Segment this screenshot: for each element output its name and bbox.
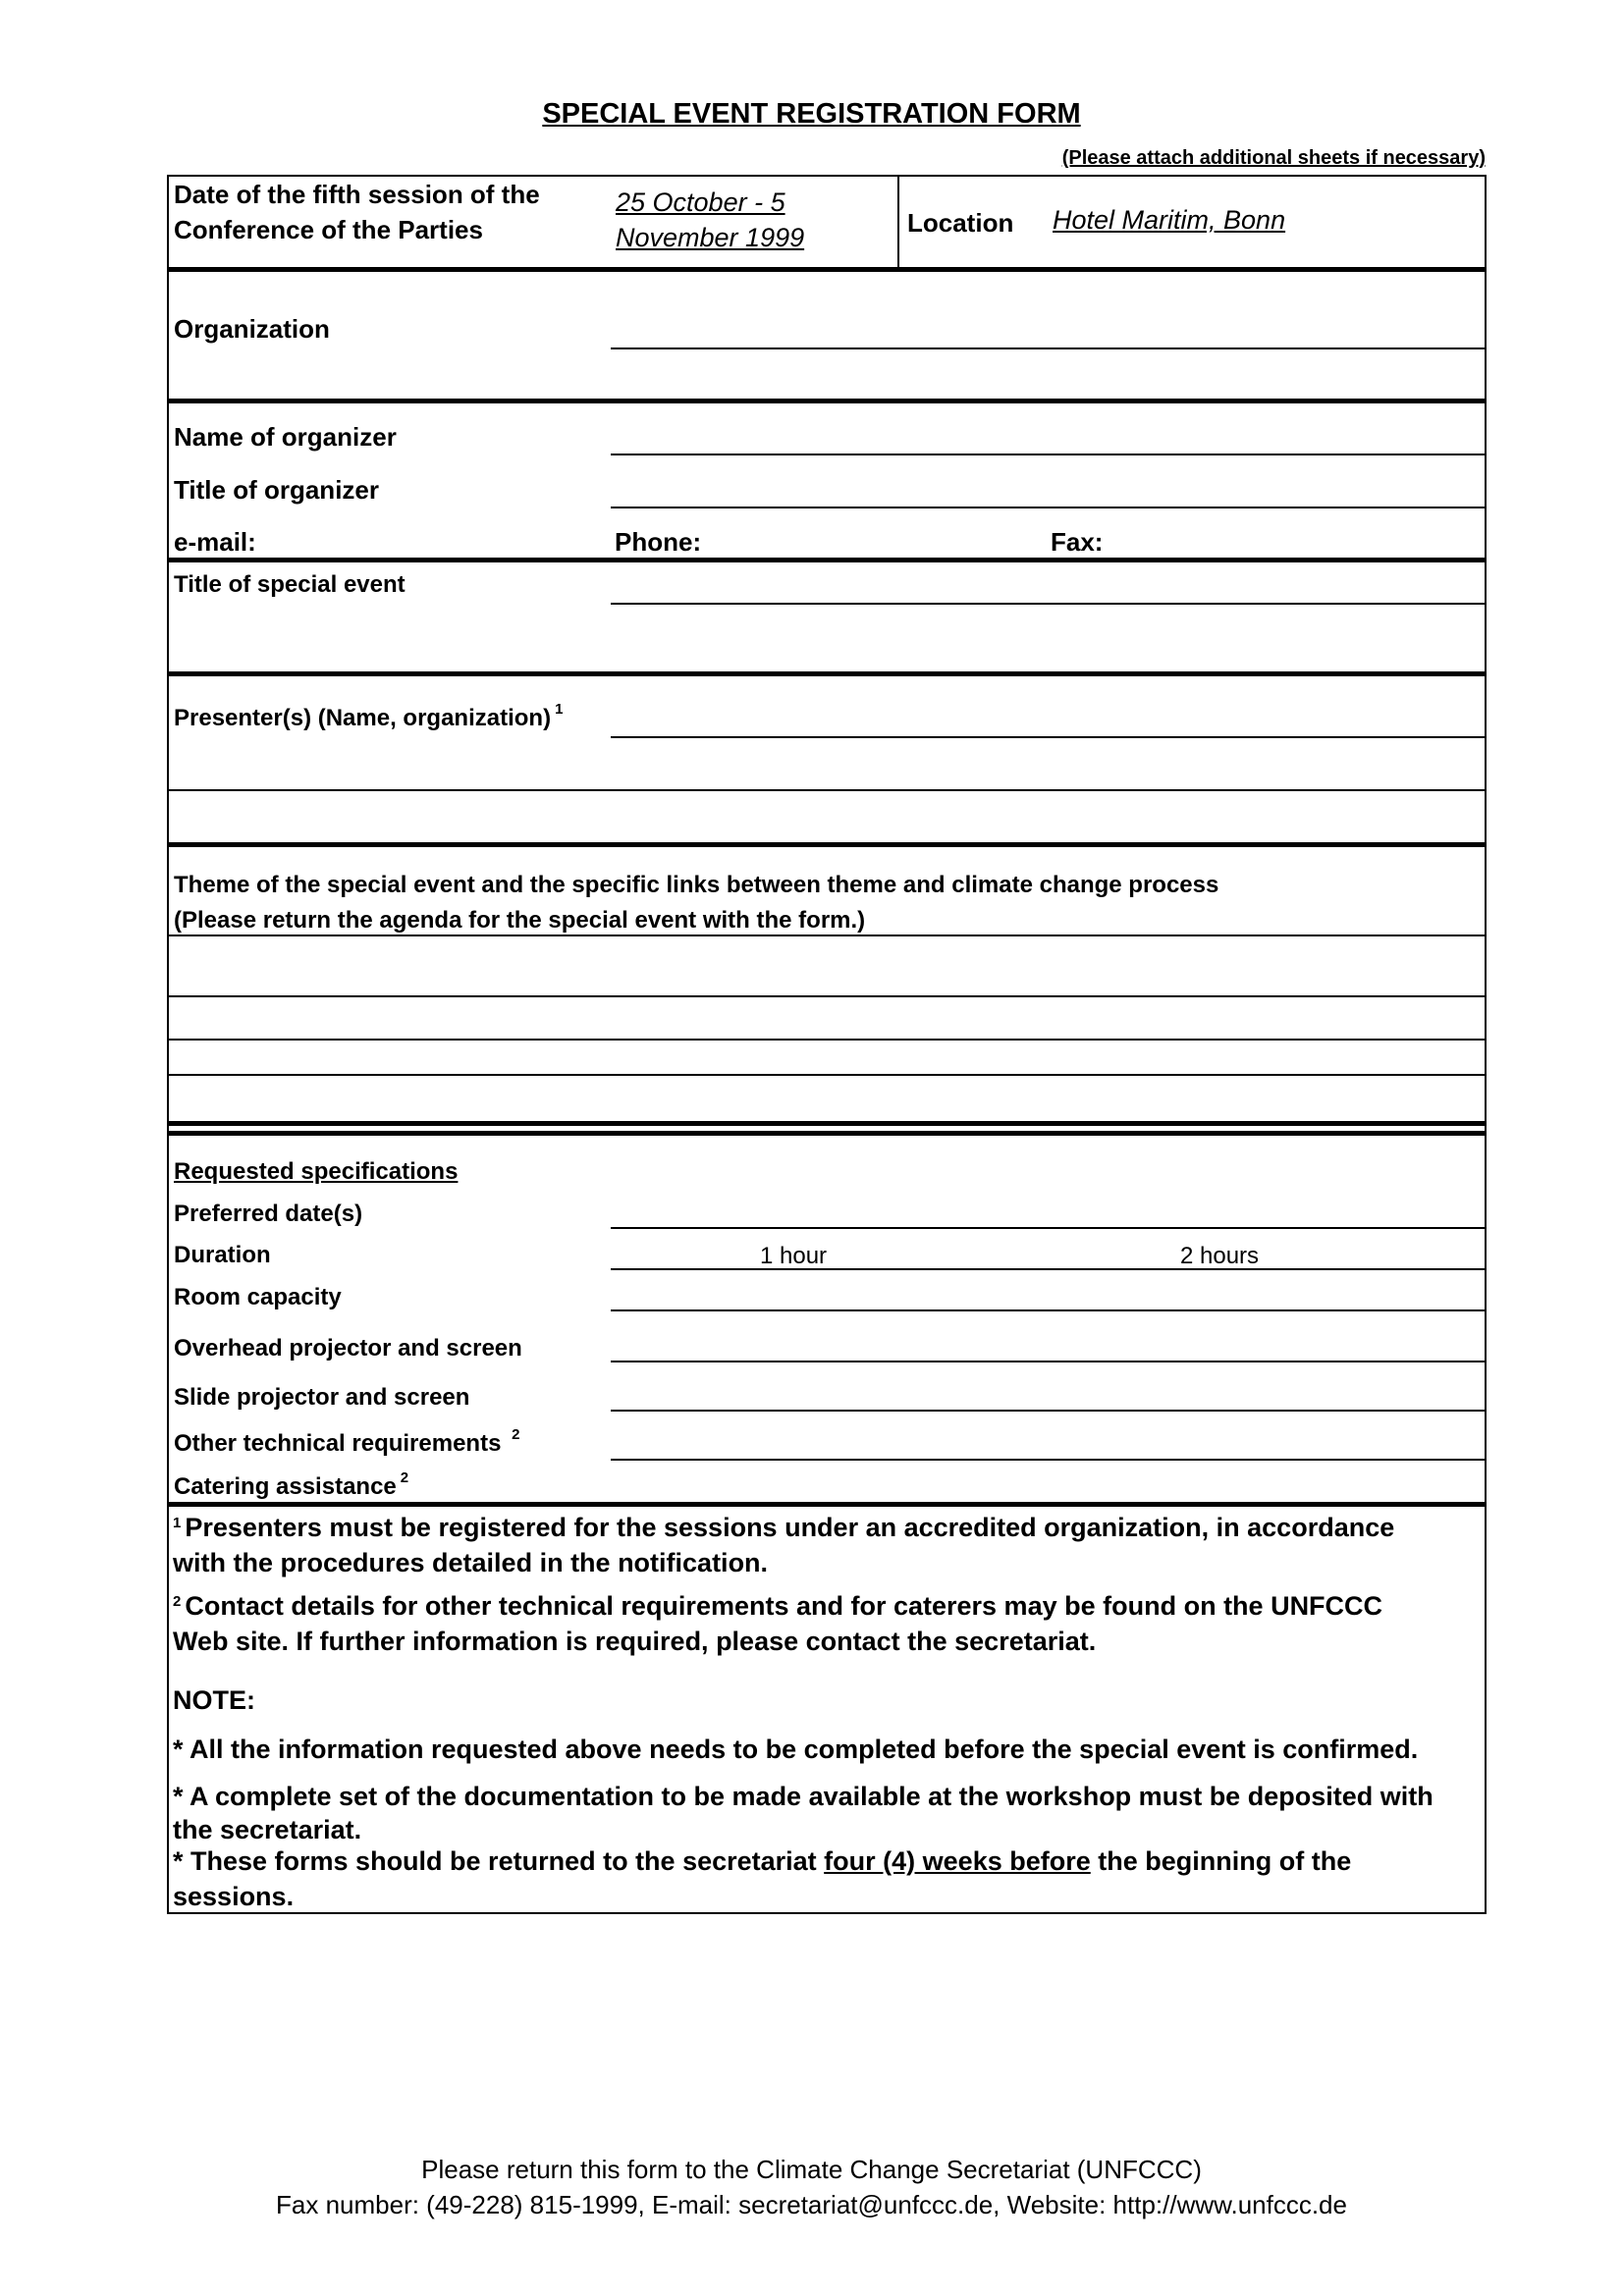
name-of-organizer-label: Name of organizer: [174, 422, 397, 452]
organization-field[interactable]: [611, 347, 1485, 349]
divider: [169, 558, 1485, 562]
title-of-special-event-label: Title of special event: [174, 571, 406, 598]
presenters-field[interactable]: [611, 736, 1485, 738]
room-capacity-field[interactable]: [611, 1309, 1485, 1311]
title-of-special-event-field[interactable]: [611, 603, 1485, 605]
title-of-organizer-label: Title of organizer: [174, 475, 379, 505]
footnote-1: $^1$ Presenters must be registered for the sessions under an accredited organization, in accordance: [173, 1513, 1395, 1542]
note-2: * A complete set of the documentation to be made available at the workshop must be deposited with: [173, 1782, 1434, 1811]
preferred-dates-label: Preferred date(s): [174, 1201, 363, 1227]
footnote-2: $^2$ Contact details for other technical requirements and for caterers may be found on the UNFCCC: [173, 1591, 1383, 1621]
divider: [169, 671, 1485, 676]
footnote-2-cont: Web site. If further information is required, please contact the secretariat.: [173, 1627, 1097, 1656]
footer-line-2: Fax number: (49-228) 815-1999, E-mail: secretariat@unfccc.de, Website: http://www.unfccc.de: [276, 2190, 1347, 2219]
preferred-dates-field[interactable]: [611, 1227, 1485, 1229]
divider: [169, 842, 1485, 847]
divider: [169, 267, 1485, 272]
footer-line-1: Please return this form to the Climate Change Secretariat (UNFCCC): [421, 2155, 1202, 2184]
presenters-label: Presenter(s) (Name, organization) $^1$: [174, 701, 564, 731]
note-heading: NOTE:: [173, 1685, 255, 1715]
other-technical-field[interactable]: [611, 1459, 1485, 1461]
phone-label: Phone:: [615, 527, 702, 557]
other-technical-label: Other technical requirements $^2$: [174, 1426, 520, 1457]
theme-line[interactable]: [169, 995, 1485, 997]
note-3-cont: sessions.: [173, 1882, 295, 1911]
email-label: e-mail:: [174, 527, 256, 557]
divider: [169, 1121, 1485, 1126]
overhead-projector-field[interactable]: [611, 1361, 1485, 1362]
date-label-line1: Date of the fifth session of the: [174, 180, 540, 209]
theme-line[interactable]: [169, 1039, 1485, 1041]
specifications-heading: Requested specifications: [174, 1158, 459, 1185]
theme-label-line2: (Please return the agenda for the special event with the form.): [174, 907, 866, 934]
form-title: SPECIAL EVENT REGISTRATION FORM: [542, 98, 1081, 130]
divider: [169, 789, 1485, 791]
slide-projector-field[interactable]: [611, 1410, 1485, 1412]
attach-note: (Please attach additional sheets if necessary): [1061, 147, 1486, 169]
footnote-ref-1: 1: [555, 701, 564, 718]
registration-form: [167, 175, 1487, 1914]
duration-field[interactable]: [611, 1268, 1485, 1270]
slide-projector-label: Slide projector and screen: [174, 1384, 470, 1411]
theme-line[interactable]: [169, 934, 1485, 936]
duration-option-2-hours[interactable]: 2 hours: [1180, 1243, 1260, 1269]
date-value-line1[interactable]: 25 October - 5: [616, 187, 785, 217]
organization-label: Organization: [174, 314, 330, 344]
note-1: * All the information requested above needs to be completed before the special event is confirmed.: [173, 1735, 1419, 1764]
footnote-1-cont: with the procedures detailed in the notification.: [173, 1548, 769, 1577]
fax-label: Fax:: [1051, 527, 1104, 557]
duration-label: Duration: [174, 1242, 271, 1268]
divider: [169, 1502, 1485, 1507]
theme-line[interactable]: [169, 1074, 1485, 1076]
room-capacity-label: Room capacity: [174, 1284, 342, 1310]
divider: [169, 1131, 1485, 1136]
note-2-cont: the secretariat.: [173, 1815, 362, 1844]
location-label: Location: [907, 208, 1014, 238]
overhead-projector-label: Overhead projector and screen: [174, 1335, 522, 1362]
date-value-line2[interactable]: November 1999: [616, 223, 805, 252]
theme-label-line1: Theme of the special event and the specific links between theme and climate change process: [174, 872, 1219, 898]
duration-option-1-hour[interactable]: 1 hour: [760, 1243, 828, 1269]
date-label-line2: Conference of the Parties: [174, 215, 483, 244]
note-3: * These forms should be returned to the secretariat four (4) weeks before the beginning of the: [173, 1846, 1352, 1876]
footnote-ref-2: 2: [400, 1469, 409, 1486]
catering-label: Catering assistance $^2$: [174, 1469, 409, 1500]
header-divider: [897, 177, 899, 267]
footnote-ref-2: 2: [512, 1426, 520, 1443]
location-value[interactable]: Hotel Maritim, Bonn: [1053, 205, 1286, 235]
name-of-organizer-field[interactable]: [611, 454, 1485, 455]
divider: [169, 399, 1485, 403]
title-of-organizer-field[interactable]: [611, 507, 1485, 508]
